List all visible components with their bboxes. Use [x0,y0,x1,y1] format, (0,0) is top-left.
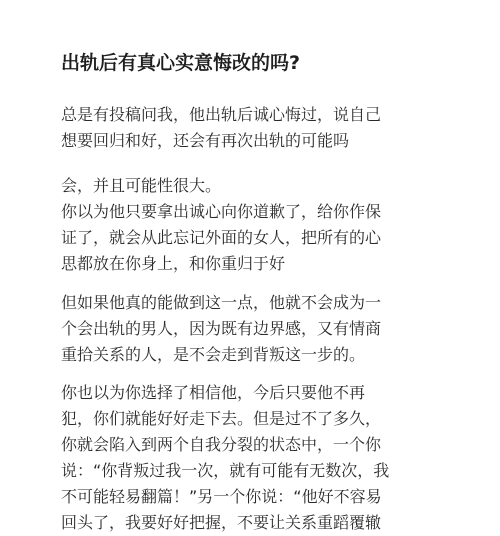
text-line: 不可能轻易翻篇！”另一个你说：“他好不容易 [61,487,382,506]
text-line: 你也以为你选择了相信他，今后只要他不再 [61,383,366,402]
text-line: 个会出轨的男人，因为既有边界感，又有情商 [61,319,382,338]
text-line: 回头了，我要好好把握，不要让关系重蹈覆辙 [61,513,382,532]
text-line: 想要回归和好，还会有再次出轨的可能吗 [61,131,350,150]
text-line: 说：“你背叛过我一次，就有可能有无数次，我 [61,461,390,480]
text-line: 你就会陷入到两个自我分裂的状态中，一个你 [61,435,382,454]
paragraph-2 [61,173,381,277]
text-line: 但如果他真的能做到这一点，他就不会成为一 [61,293,382,312]
text-line: 总是有投稿问我，他出轨后诚心悔过，说自己 [61,105,382,124]
text-line: 你以为他只要拿出诚心向你道歉了，给你作保 [61,202,382,221]
text-line: 证了，就会从此忘记外面的女人，把所有的心 [61,228,382,247]
paragraph-4 [61,380,389,536]
text-line: 重拾关系的人，是不会走到背叛这一步的。 [61,345,366,364]
article-title: 出轨后有真心实意悔改的吗? [61,52,301,74]
paragraph-1 [61,102,381,154]
text-line: 会，并且可能性很大。 [61,176,222,195]
text-line: 思都放在你身上，和你重归于好 [61,254,286,273]
paragraph-3 [61,290,381,368]
text-line: 犯，你们就能好好走下去。但是过不了多久， [61,409,382,428]
